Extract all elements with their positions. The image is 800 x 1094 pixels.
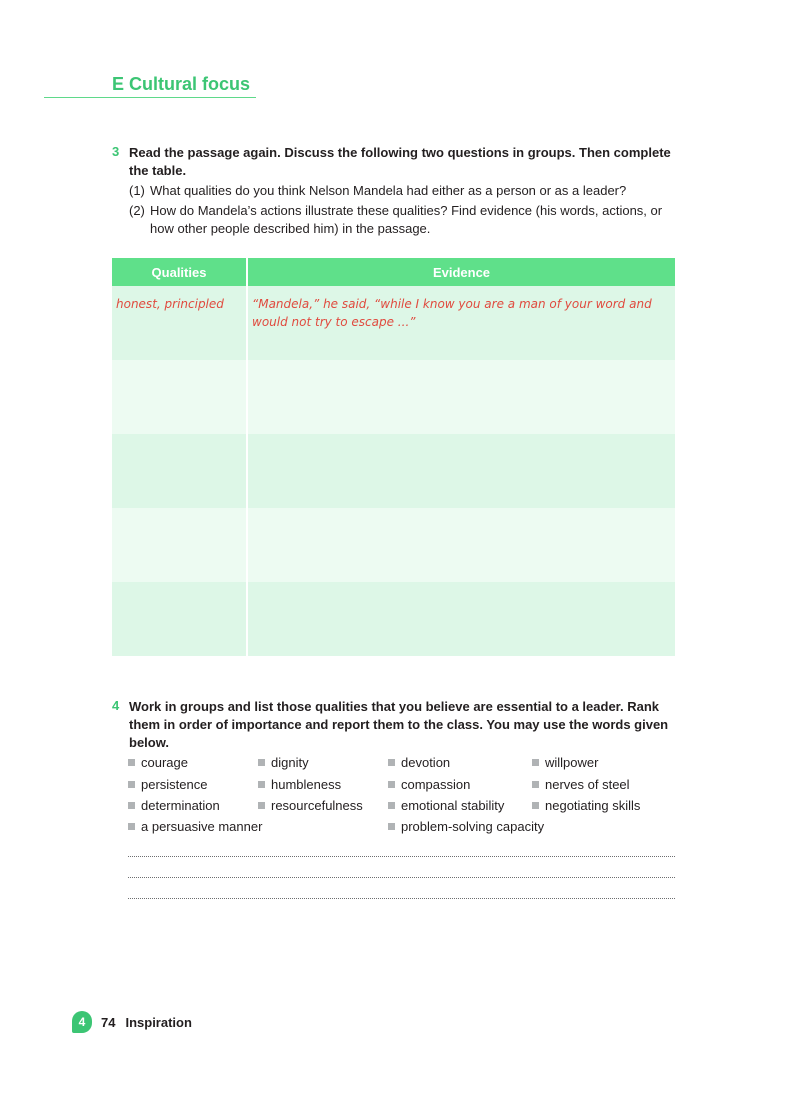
evidence-cell[interactable] [247, 508, 675, 582]
table-row [112, 582, 675, 656]
question-text: What qualities do you think Nelson Mandela had either as a person or as a leader? [150, 183, 627, 198]
word-item: negotiating skills [532, 798, 640, 813]
bullet-square-icon [388, 823, 395, 830]
bullet-square-icon [128, 823, 135, 830]
bullet-square-icon [258, 802, 265, 809]
section-title: E Cultural focus [112, 74, 251, 94]
section-heading [44, 76, 256, 98]
question-2 [129, 202, 682, 238]
quality-cell[interactable] [112, 434, 247, 508]
bullet-square-icon [258, 781, 265, 788]
word-item: resourcefulness [258, 798, 363, 813]
bullet-square-icon [388, 759, 395, 766]
bullet-square-icon [128, 759, 135, 766]
answer-line[interactable] [128, 898, 675, 899]
task-instruction: Read the passage again. Discuss the following two questions in groups. Then complete the table. [129, 145, 671, 178]
word-item: a persuasive manner [128, 819, 262, 834]
bullet-square-icon [532, 759, 539, 766]
evidence-cell[interactable]: “Mandela,” he said, “while I know you are a man of your word and would not try to escape ...” [247, 286, 675, 360]
task-number: 4 [112, 698, 120, 713]
quality-cell[interactable] [112, 508, 247, 582]
quality-cell[interactable] [112, 360, 247, 434]
bullet-square-icon [258, 759, 265, 766]
word-item: courage [128, 755, 188, 770]
word-item: nerves of steel [532, 777, 630, 792]
word-item: determination [128, 798, 220, 813]
page-number: 74 [101, 1014, 116, 1030]
word-item: compassion [388, 777, 470, 792]
table-row [112, 286, 675, 360]
word-item: humbleness [258, 777, 341, 792]
word-bank [128, 755, 688, 845]
evidence-cell[interactable] [247, 582, 675, 656]
bullet-square-icon [532, 781, 539, 788]
evidence-cell[interactable] [247, 434, 675, 508]
quality-cell[interactable] [112, 582, 247, 656]
question-number: (2) [129, 203, 145, 218]
column-header-evidence: Evidence [247, 258, 675, 286]
table-row [112, 360, 675, 434]
word-item: persistence [128, 777, 207, 792]
word-item: emotional stability [388, 798, 504, 813]
answer-line[interactable] [128, 877, 675, 878]
page-footer [72, 1010, 192, 1034]
evidence-cell[interactable] [247, 360, 675, 434]
task-4 [112, 698, 682, 752]
word-item: devotion [388, 755, 450, 770]
bullet-square-icon [388, 781, 395, 788]
question-number: (1) [129, 183, 145, 198]
unit-badge: 4 [72, 1011, 92, 1033]
bullet-square-icon [128, 802, 135, 809]
table-row [112, 434, 675, 508]
word-item: dignity [258, 755, 309, 770]
question-text: How do Mandela’s actions illustrate these qualities? Find evidence (his words, actions, or how other people described him) in the passage. [150, 203, 663, 236]
unit-title: Inspiration [125, 1014, 192, 1030]
word-item: willpower [532, 755, 598, 770]
column-header-qualities: Qualities [112, 258, 247, 286]
task-number: 3 [112, 144, 120, 159]
question-1 [129, 182, 682, 200]
quality-cell[interactable]: honest, principled [112, 286, 247, 360]
word-item: problem-solving capacity [388, 819, 544, 834]
qualities-evidence-table [112, 258, 675, 656]
table-row [112, 508, 675, 582]
answer-line[interactable] [128, 856, 675, 857]
bullet-square-icon [128, 781, 135, 788]
table-header-row [112, 258, 675, 286]
bullet-square-icon [388, 802, 395, 809]
bullet-square-icon [532, 802, 539, 809]
task-3 [112, 144, 682, 238]
task-instruction: Work in groups and list those qualities that you believe are essential to a leader. Rank them in order of importance and report them to the class. You may use the words given below. [129, 699, 669, 750]
